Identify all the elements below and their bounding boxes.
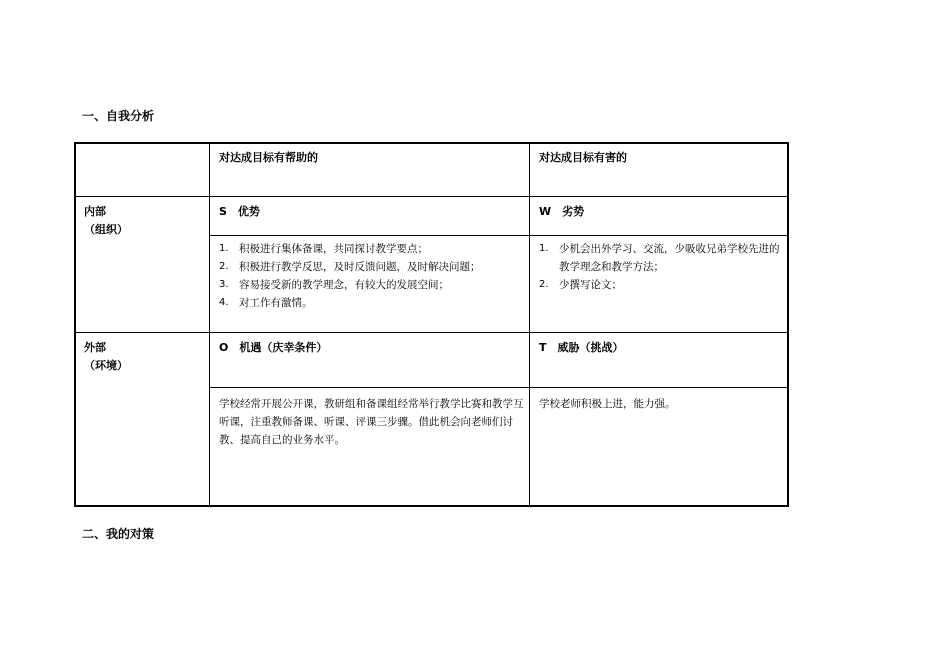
table-divider-row1 bbox=[74, 196, 789, 197]
section-title-my-strategy: 二、我的对策 bbox=[82, 527, 155, 541]
list-item bbox=[539, 276, 783, 294]
list-item-text: 少撰写论文； bbox=[559, 279, 622, 291]
list-item bbox=[219, 294, 524, 312]
table-divider-row2 bbox=[74, 332, 789, 333]
weaknesses-title: W 劣势 bbox=[539, 205, 585, 218]
section-title-self-analysis: 一、自我分析 bbox=[82, 109, 155, 123]
list-item-number: 2. bbox=[219, 261, 229, 272]
list-item-text: 少机会出外学习、交流，少吸收兄弟学校先进的教学理念和教学方法； bbox=[559, 243, 780, 273]
list-item-text: 容易接受新的教学理念，有较大的发展空间； bbox=[239, 279, 449, 291]
list-item-number: 1. bbox=[219, 243, 229, 254]
row-label-internal bbox=[84, 203, 128, 239]
weaknesses-list bbox=[539, 240, 783, 294]
list-item bbox=[219, 240, 524, 258]
list-item bbox=[219, 276, 524, 294]
header-helpful: 对达成目标有帮助的 bbox=[219, 151, 318, 164]
list-item-text: 积极进行教学反思，及时反馈问题，及时解决问题； bbox=[239, 261, 481, 273]
table-divider-opportunities bbox=[209, 387, 789, 388]
threats-title: T 威胁（挑战） bbox=[539, 341, 624, 354]
opportunities-title: O 机遇（庆幸条件） bbox=[219, 341, 328, 354]
list-item-text: 积极进行集体备课，共同探讨教学要点； bbox=[239, 243, 428, 255]
opportunities-text: 学校经常开展公开课，教研组和备课组经常举行教学比赛和教学互听课，注重教师备课、听课、评课三步骤。借此机会向老师们讨教、提高自己的业务水平。 bbox=[219, 398, 524, 446]
list-item-number: 2. bbox=[539, 279, 549, 290]
list-item-text: 对工作有激情。 bbox=[239, 297, 313, 309]
strengths-title: S 优势 bbox=[219, 205, 260, 218]
list-item-number: 4. bbox=[219, 297, 229, 308]
strengths-list bbox=[219, 240, 524, 312]
threats-text: 学校老师积极上进，能力强。 bbox=[539, 398, 676, 410]
table-border-top bbox=[74, 142, 789, 144]
row-label-external bbox=[84, 339, 128, 375]
row-label-external-line2: （环境） bbox=[84, 359, 128, 372]
row-label-external-line1: 外部 bbox=[84, 341, 106, 354]
list-item-number: 3. bbox=[219, 279, 229, 290]
table-border-bottom bbox=[74, 505, 789, 507]
list-item bbox=[539, 240, 783, 276]
row-label-internal-line1: 内部 bbox=[84, 205, 106, 218]
row-label-internal-line2: （组织） bbox=[84, 223, 128, 236]
list-item bbox=[219, 258, 524, 276]
header-harmful: 对达成目标有害的 bbox=[539, 151, 627, 164]
list-item-number: 1. bbox=[539, 243, 549, 254]
table-divider-strengths bbox=[209, 235, 789, 236]
